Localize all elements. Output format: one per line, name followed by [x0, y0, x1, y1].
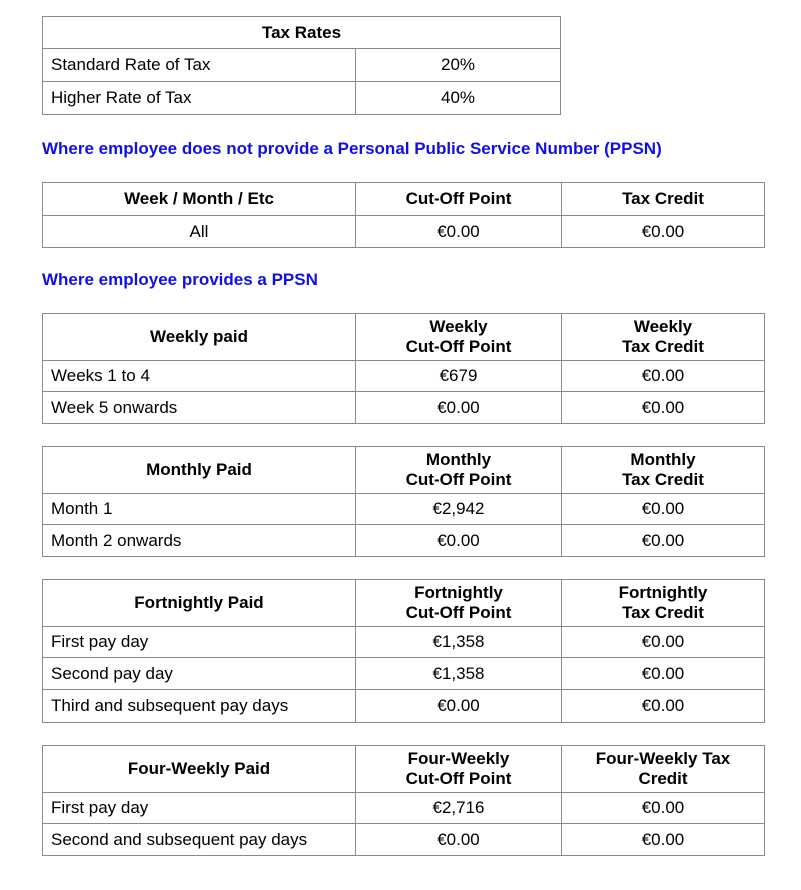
header-line: Monthly: [425, 450, 492, 469]
cutoff-cell: €2,942: [356, 494, 562, 525]
header-line: Tax Credit: [622, 470, 704, 489]
column-header: Tax Credit: [562, 183, 765, 216]
cutoff-cell: €0.00: [356, 216, 562, 248]
credit-cell: €0.00: [562, 658, 765, 690]
credit-cell: €0.00: [562, 361, 765, 392]
column-header: Four-Weekly Paid: [43, 746, 356, 793]
column-header: [562, 314, 765, 361]
table-row: [43, 82, 561, 115]
credit-cell: €0.00: [562, 392, 765, 424]
table-row: [43, 216, 765, 248]
header-line: Cut-Off Point: [405, 470, 512, 489]
header-line: Four-Weekly Tax: [595, 749, 731, 768]
header-line: Tax Credit: [622, 603, 704, 622]
table-row: [43, 392, 765, 424]
four-weekly-table: [42, 745, 765, 856]
table-row: [43, 494, 765, 525]
header-line: Four-Weekly: [407, 749, 510, 768]
credit-cell: €0.00: [562, 824, 765, 856]
cutoff-cell: €1,358: [356, 658, 562, 690]
column-header: [356, 447, 562, 494]
period-cell: Weeks 1 to 4: [43, 361, 356, 392]
header-line: Cut-Off Point: [405, 603, 512, 622]
period-cell: Month 1: [43, 494, 356, 525]
header-line: Credit: [638, 769, 688, 788]
column-header: [562, 746, 765, 793]
cutoff-cell: €679: [356, 361, 562, 392]
credit-cell: €0.00: [562, 494, 765, 525]
no-ppsn-table: [42, 182, 765, 248]
cutoff-cell: €2,716: [356, 793, 562, 824]
period-cell: Month 2 onwards: [43, 525, 356, 557]
tax-rates-table: [42, 16, 561, 115]
cutoff-cell: €0.00: [356, 690, 562, 723]
credit-cell: €0.00: [562, 216, 765, 248]
column-header: Cut-Off Point: [356, 183, 562, 216]
cutoff-cell: €0.00: [356, 824, 562, 856]
table-row: [43, 525, 765, 557]
column-header: [356, 746, 562, 793]
no-ppsn-heading: Where employee does not provide a Personal Public Service Number (PPSN): [42, 139, 662, 158]
column-header: Week / Month / Etc: [43, 183, 356, 216]
column-header: [562, 447, 765, 494]
monthly-table: [42, 446, 765, 557]
table-row: [43, 361, 765, 392]
header-line: Monthly: [630, 450, 696, 469]
period-cell: Week 5 onwards: [43, 392, 356, 424]
column-header: [562, 580, 765, 627]
period-cell: Third and subsequent pay days: [43, 690, 356, 723]
header-line: Fortnightly: [618, 583, 708, 602]
rate-value: 40%: [356, 82, 561, 115]
period-cell: First pay day: [43, 793, 356, 824]
period-cell: Second pay day: [43, 658, 356, 690]
with-ppsn-heading: Where employee provides a PPSN: [42, 270, 318, 289]
column-header: Fortnightly Paid: [43, 580, 356, 627]
header-line: Weekly: [633, 317, 693, 336]
header-line: Fortnightly: [414, 583, 503, 602]
rate-label: Higher Rate of Tax: [43, 82, 356, 115]
table-row: [43, 793, 765, 824]
rate-label: Standard Rate of Tax: [43, 49, 356, 82]
header-line: Cut-Off Point: [405, 769, 512, 788]
period-cell: First pay day: [43, 627, 356, 658]
column-header: [356, 580, 562, 627]
column-header: [356, 314, 562, 361]
header-line: Weekly: [429, 317, 488, 336]
table-row: [43, 690, 765, 723]
credit-cell: €0.00: [562, 793, 765, 824]
column-header: Weekly paid: [43, 314, 356, 361]
table-row: [43, 49, 561, 82]
period-cell: All: [43, 216, 356, 248]
table-row: [43, 658, 765, 690]
credit-cell: €0.00: [562, 627, 765, 658]
credit-cell: €0.00: [562, 525, 765, 557]
header-line: Tax Credit: [622, 337, 704, 356]
credit-cell: €0.00: [562, 690, 765, 723]
tax-rates-title: Tax Rates: [43, 17, 561, 49]
table-row: [43, 627, 765, 658]
weekly-table: [42, 313, 765, 424]
header-line: Cut-Off Point: [405, 337, 512, 356]
cutoff-cell: €0.00: [356, 525, 562, 557]
fortnightly-table: [42, 579, 765, 723]
table-row: [43, 824, 765, 856]
column-header: Monthly Paid: [43, 447, 356, 494]
cutoff-cell: €1,358: [356, 627, 562, 658]
rate-value: 20%: [356, 49, 561, 82]
cutoff-cell: €0.00: [356, 392, 562, 424]
period-cell: Second and subsequent pay days: [43, 824, 356, 856]
